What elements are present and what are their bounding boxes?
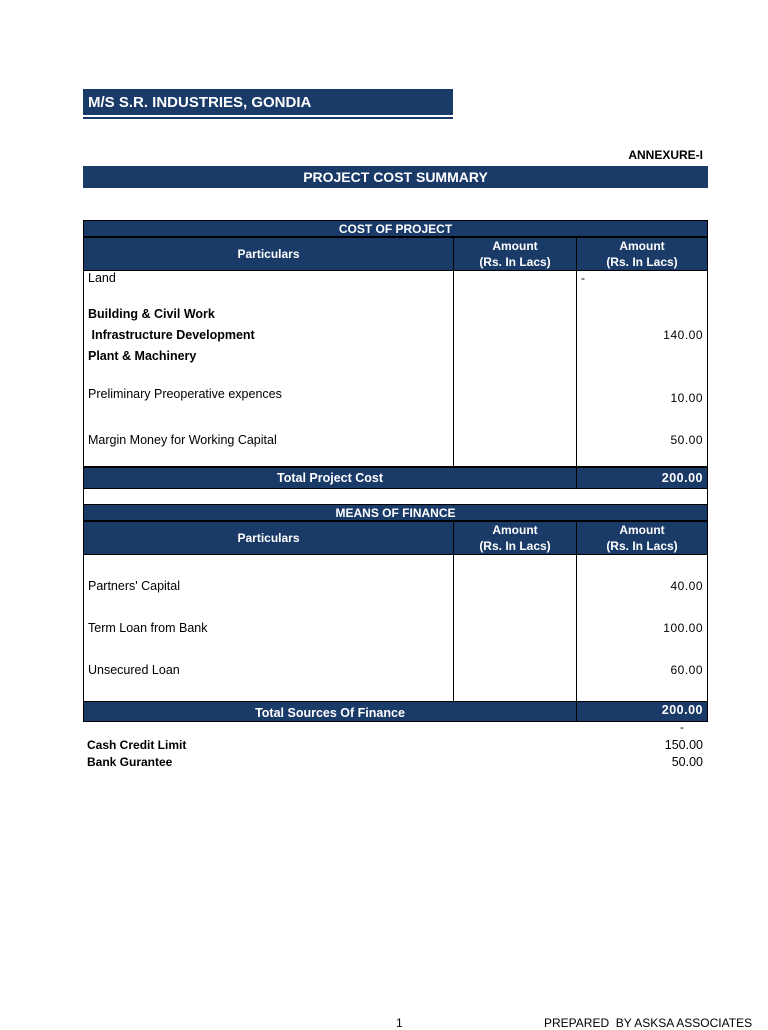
dash-mark: - bbox=[680, 720, 684, 734]
cost-col-particulars: Particulars bbox=[237, 247, 300, 261]
table-cell-amount: 100.00 bbox=[663, 621, 703, 635]
cost-table-body bbox=[83, 270, 708, 467]
table-cell-amount: 10.00 bbox=[670, 391, 703, 405]
table-row: Building & Civil Work bbox=[88, 307, 215, 321]
table-cell-amount: - bbox=[581, 271, 586, 285]
finance-table-body bbox=[83, 554, 708, 702]
table-row: Unsecured Loan bbox=[88, 663, 180, 677]
table-row: Term Loan from Bank bbox=[88, 621, 208, 635]
total-sources-value: 200.00 bbox=[661, 703, 703, 717]
table-row: Partners' Capital bbox=[88, 579, 181, 593]
finance-section-title: MEANS OF FINANCE bbox=[83, 504, 708, 521]
summary-title: PROJECT COST SUMMARY bbox=[83, 166, 708, 188]
cost-column-header bbox=[83, 237, 708, 271]
finance-total-row bbox=[83, 701, 708, 722]
finance-col-amount1: Amount (Rs. In Lacs) bbox=[479, 523, 551, 553]
finance-col-amount2: Amount (Rs. In Lacs) bbox=[606, 523, 678, 553]
table-cell-amount: 40.00 bbox=[670, 579, 703, 593]
spacer-row bbox=[83, 488, 708, 505]
prepared-by: PREPARED BY ASKSA ASSOCIATES bbox=[544, 1016, 753, 1030]
cash-credit-label: Cash Credit Limit bbox=[87, 738, 187, 752]
table-cell-amount: 60.00 bbox=[670, 663, 703, 677]
table-row: Margin Money for Working Capital bbox=[88, 433, 277, 447]
annexure-label: ANNEXURE-I bbox=[628, 148, 703, 162]
cash-credit-value: 150.00 bbox=[664, 738, 703, 752]
table-row: Preliminary Preoperative expences bbox=[88, 387, 282, 401]
company-name: M/S S.R. INDUSTRIES, GONDIA bbox=[83, 89, 453, 117]
page-number: 1 bbox=[396, 1016, 403, 1030]
cost-col-amount2: Amount (Rs. In Lacs) bbox=[606, 239, 678, 269]
cost-total-row bbox=[83, 467, 708, 489]
total-sources-label: Total Sources Of Finance bbox=[255, 706, 405, 720]
table-row: Infrastructure Development bbox=[88, 328, 255, 342]
finance-column-header bbox=[83, 521, 708, 555]
total-project-cost-label: Total Project Cost bbox=[276, 471, 384, 485]
cost-col-amount1: Amount (Rs. In Lacs) bbox=[479, 239, 551, 269]
total-project-cost-value: 200.00 bbox=[661, 471, 703, 485]
table-row: Plant & Machinery bbox=[88, 349, 197, 363]
bank-guarantee-label: Bank Gurantee bbox=[87, 755, 173, 769]
table-cell-amount: 50.00 bbox=[670, 433, 703, 447]
finance-col-particulars: Particulars bbox=[237, 531, 300, 545]
cost-section-title: COST OF PROJECT bbox=[83, 220, 708, 237]
bank-guarantee-value: 50.00 bbox=[671, 755, 703, 769]
table-row: Land bbox=[88, 271, 116, 285]
table-cell-amount: 140.00 bbox=[663, 328, 703, 342]
